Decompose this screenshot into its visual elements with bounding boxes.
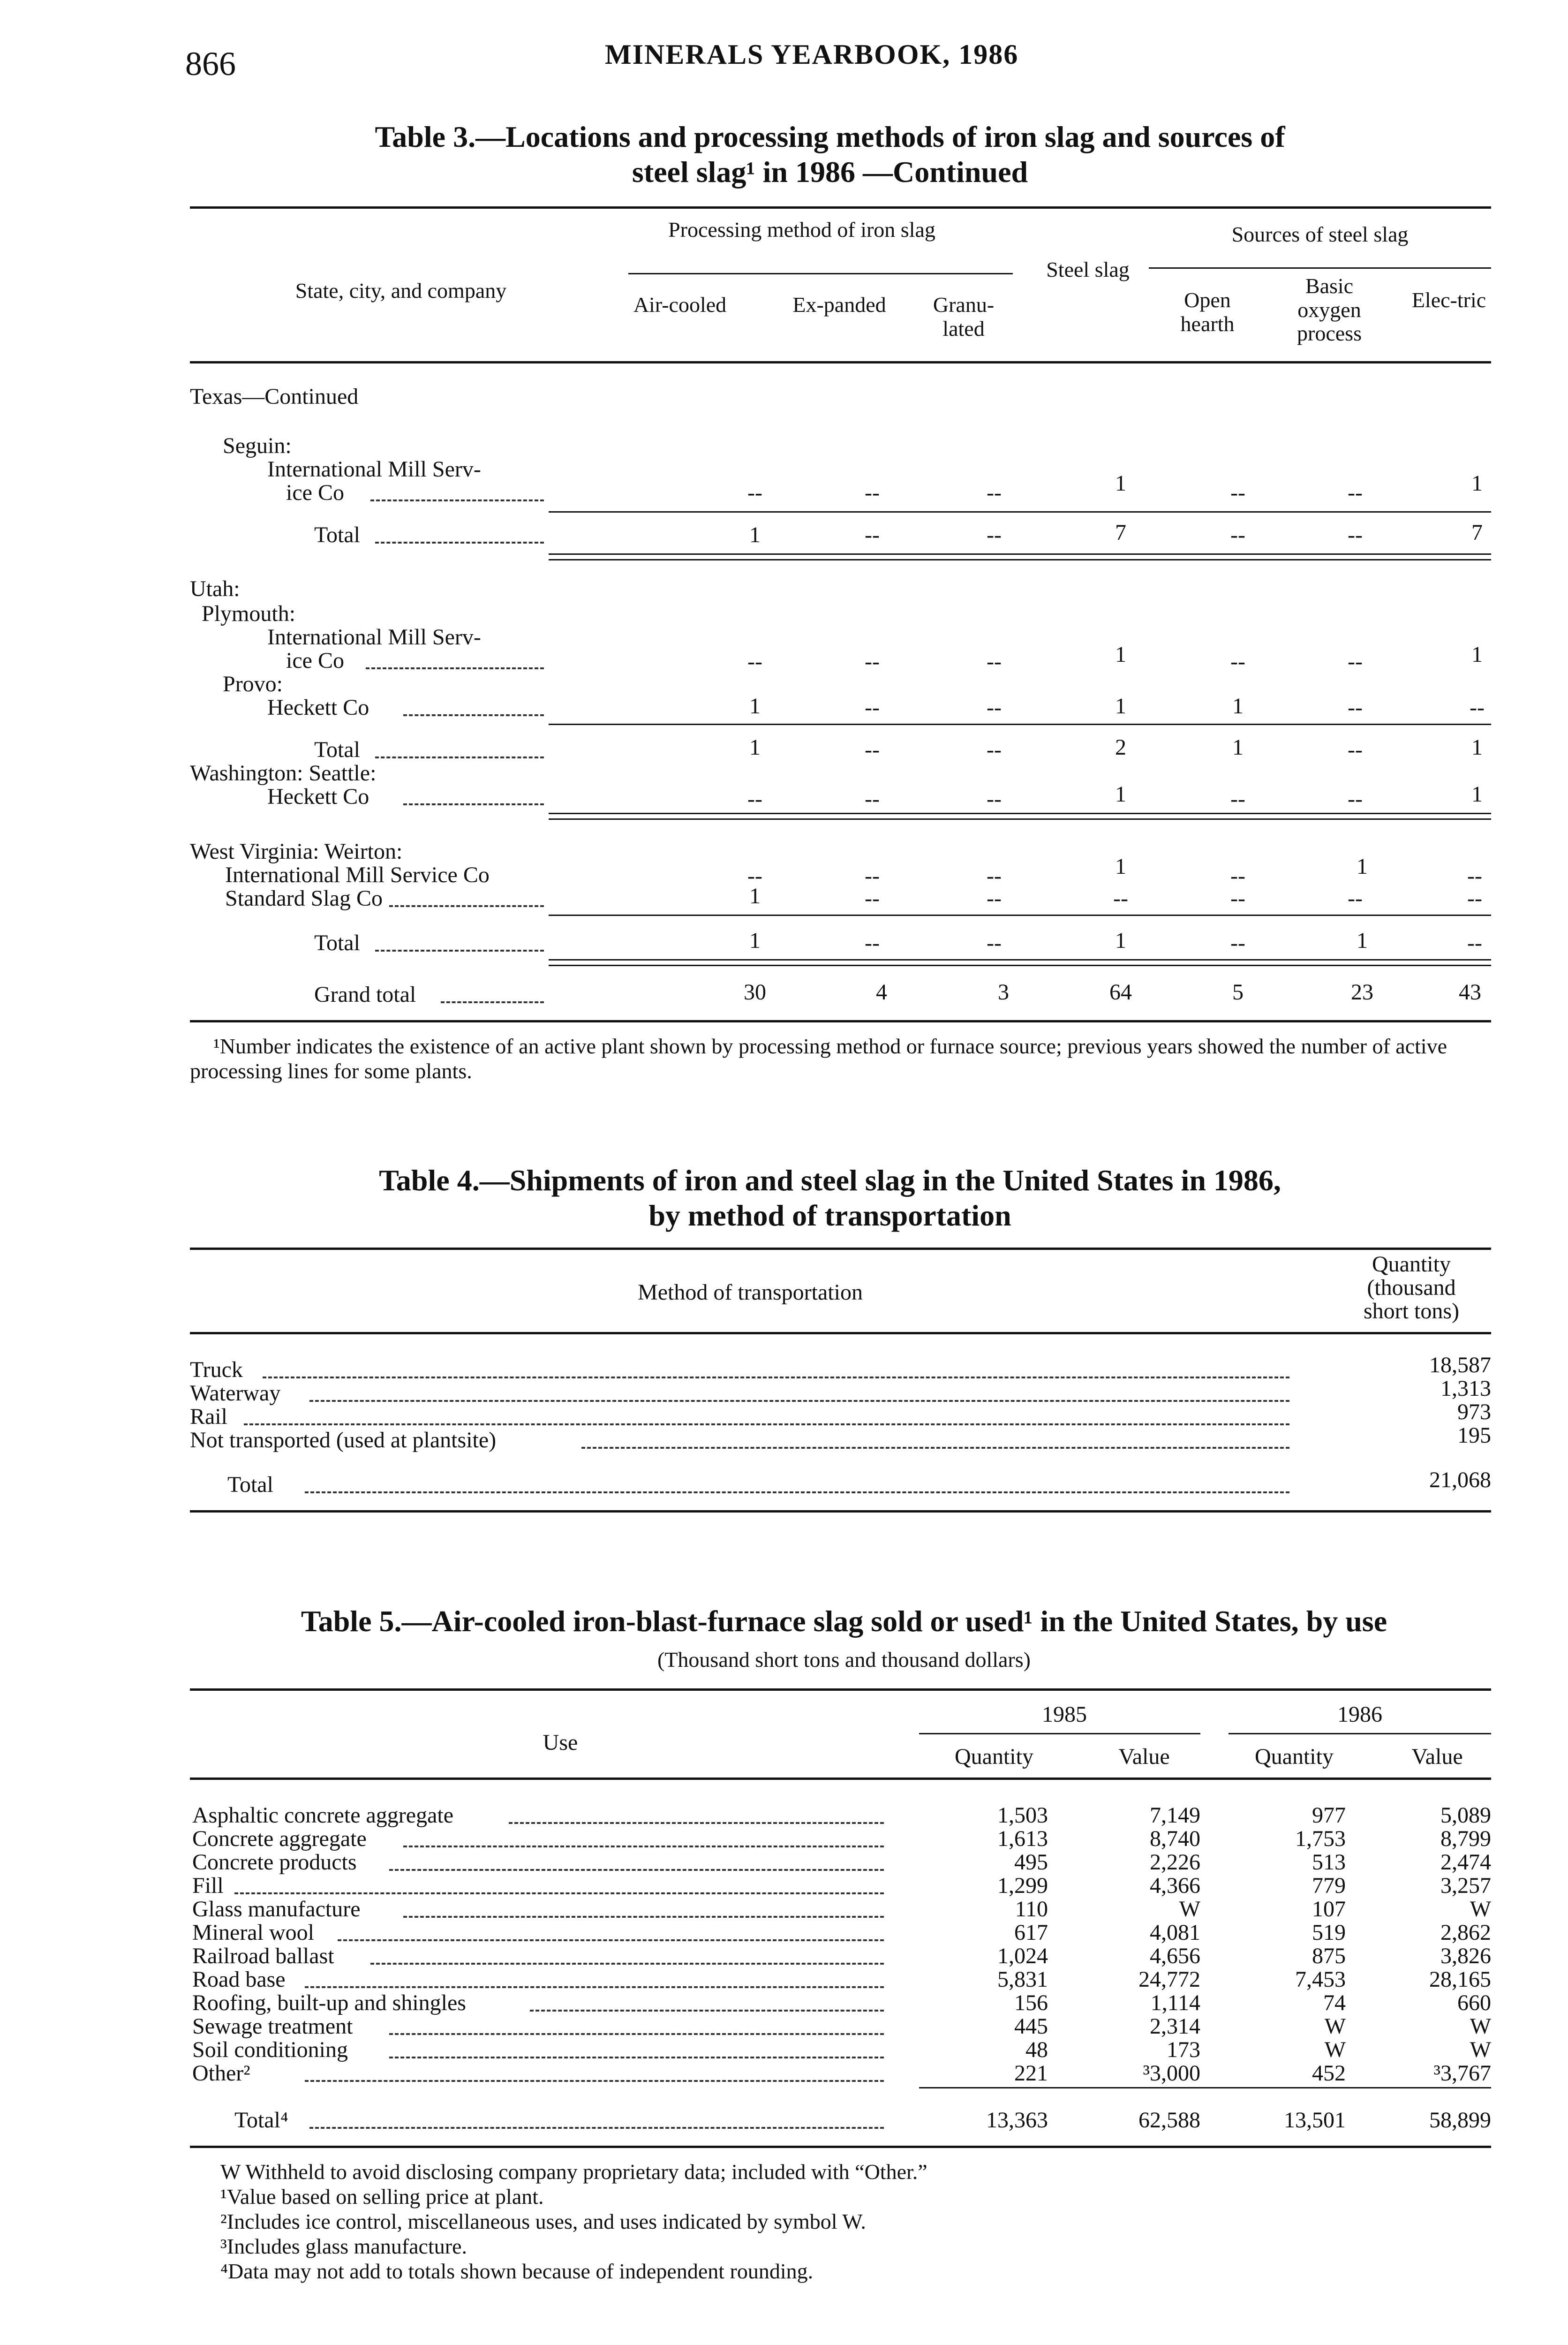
t3-cell: --	[1467, 930, 1482, 955]
subtotal-rule	[549, 511, 1491, 513]
t5-use: Sewage treatment	[192, 2014, 353, 2039]
table-5-total-rule	[919, 2087, 1491, 2088]
leader-dots	[509, 1822, 884, 1824]
t3-cell: --	[987, 480, 1002, 505]
t3-cell: 7	[1115, 520, 1126, 545]
t3-label: Provo:	[223, 672, 283, 696]
leader-dots	[530, 2010, 884, 2012]
t5-use: Roofing, built-up and shingles	[192, 1990, 466, 2015]
subtotal-rule	[549, 724, 1491, 725]
table-3-header-rule	[190, 361, 1491, 363]
t5-q86: 513	[1312, 1850, 1346, 1875]
leader-dots	[403, 803, 544, 805]
header-value-1986: Value	[1411, 1744, 1463, 1769]
t5-use: Total⁴	[234, 2108, 288, 2133]
total-rule-2	[549, 559, 1491, 560]
t3-cell: --	[1230, 522, 1245, 547]
t3-label: International Mill Service Co	[225, 862, 490, 887]
leader-dots	[309, 2127, 884, 2129]
header-state: State, city, and company	[295, 279, 507, 303]
t3-label: Utah:	[190, 576, 240, 601]
t3-cell: 1	[1471, 471, 1483, 496]
t3-cell: --	[987, 863, 1002, 888]
t5-v85: 1,114	[1150, 1990, 1200, 2015]
t3-cell: --	[1348, 480, 1363, 505]
t3-label: ice Co	[286, 480, 344, 505]
t5-v85: W	[1179, 1897, 1200, 1921]
leader-dots	[244, 1423, 1289, 1425]
t5-q85: 617	[1014, 1920, 1048, 1945]
t5-q85: 445	[1014, 2014, 1048, 2039]
t5-q86: 1,753	[1295, 1826, 1346, 1851]
t3-cell: 1	[1115, 782, 1126, 807]
t5-q85: 156	[1014, 1990, 1048, 2015]
t5-v86: 28,165	[1429, 1967, 1491, 1992]
t3-cell: --	[1348, 787, 1363, 811]
t3-label: Washington: Seattle:	[190, 761, 377, 786]
total-rule-1	[549, 553, 1491, 555]
t3-cell: --	[865, 695, 880, 720]
t5-row	[0, 2014, 1568, 2038]
t5-q85: 13,363	[986, 2108, 1048, 2133]
t3-label: Heckett Co	[267, 784, 369, 809]
header-processing-group: Processing method of iron slag	[668, 218, 935, 242]
t5-use: Railroad ballast	[192, 1944, 334, 1968]
t5-total-row	[0, 2108, 1568, 2132]
t3-cell: 1	[1357, 928, 1368, 953]
t5-v85: 2,314	[1150, 2014, 1200, 2039]
leader-dots	[375, 756, 544, 758]
leader-dots	[441, 1001, 544, 1003]
t3-cell: --	[865, 737, 880, 762]
t3-cell: 1	[1115, 642, 1126, 667]
t3-cell: --	[1230, 649, 1245, 674]
t5-row	[0, 1874, 1568, 1897]
t5-use: Mineral wool	[192, 1920, 314, 1945]
t3-cell: --	[987, 930, 1002, 955]
table-5-bottom-rule	[190, 2146, 1491, 2148]
t3-cell: 5	[1232, 980, 1244, 1005]
t5-row	[0, 1967, 1568, 1991]
header-method: Method of transportation	[638, 1280, 863, 1305]
header-value-1985: Value	[1118, 1744, 1170, 1769]
t3-cell: 1	[1115, 928, 1126, 953]
t5-row	[0, 1991, 1568, 2014]
total-rule-1	[549, 813, 1491, 814]
t5-row	[0, 2061, 1568, 2085]
t3-cell: --	[865, 886, 880, 911]
t3-label: Grand total	[314, 982, 416, 1007]
t5-v86: 3,826	[1440, 1944, 1491, 1968]
leader-dots	[305, 1986, 884, 1988]
header-sources-rule	[1149, 267, 1491, 269]
total-rule-2	[549, 818, 1491, 820]
t4-value: 1,313	[1440, 1376, 1491, 1401]
table-4-top-rule	[190, 1248, 1491, 1250]
t5-q86: 977	[1312, 1803, 1346, 1828]
table-5-subtitle: (Thousand short tons and thousand dollars)	[657, 1648, 1031, 1672]
t3-cell: 1	[749, 928, 761, 953]
header-quantity-line3: short tons)	[1364, 1299, 1459, 1324]
t5-v86: 58,899	[1429, 2108, 1491, 2133]
leader-dots	[338, 1939, 884, 1941]
table-3-title-line2: steel slag¹ in 1986 —Continued	[632, 155, 1028, 189]
t5-v86: 5,089	[1440, 1803, 1491, 1828]
leader-dots	[389, 905, 544, 907]
t3-label: International Mill Serv-	[267, 457, 481, 482]
t4-label: Total	[227, 1472, 273, 1497]
t3-label: Total	[314, 737, 360, 762]
t5-v86: 8,799	[1440, 1826, 1491, 1851]
t3-cell: --	[1467, 886, 1482, 911]
t3-label: West Virginia: Weirton:	[190, 839, 403, 864]
t3-cell: --	[747, 649, 762, 674]
t5-row	[0, 1827, 1568, 1850]
table-3-title-line1: Table 3.—Locations and processing methods of iron slag and sources of	[375, 120, 1285, 153]
t5-q85: 495	[1014, 1850, 1048, 1875]
t5-v85: 24,772	[1138, 1967, 1200, 1992]
t3-cell: 4	[876, 980, 887, 1005]
subtotal-rule	[549, 915, 1491, 916]
header-quantity-1985: Quantity	[955, 1744, 1033, 1769]
t3-cell: --	[987, 649, 1002, 674]
t5-q85: 48	[1025, 2037, 1048, 2062]
t3-label: Standard Slag Co	[225, 886, 383, 911]
t5-q85: 110	[1015, 1897, 1048, 1921]
table-3-footnote: ¹Number indicates the existence of an active plant shown by processing method or furnace source; previous years showed the number of active processing lines for some plants.	[190, 1034, 1447, 1083]
header-1985-rule	[919, 1733, 1200, 1734]
t3-label: Total	[314, 522, 360, 547]
t5-q86: 779	[1312, 1873, 1346, 1898]
t5-q86: 107	[1312, 1897, 1346, 1921]
t3-cell: --	[1470, 695, 1485, 720]
t5-use: Fill	[192, 1873, 224, 1898]
t3-cell: --	[987, 737, 1002, 762]
t5-row	[0, 1803, 1568, 1827]
t5-v85: 4,081	[1150, 1920, 1200, 1945]
t3-cell: --	[865, 480, 880, 505]
t5-row	[0, 2038, 1568, 2061]
t3-label: Seguin:	[223, 433, 292, 458]
header-quantity-1986: Quantity	[1255, 1744, 1334, 1769]
t3-cell: --	[1348, 886, 1363, 911]
t5-q86: W	[1324, 2037, 1346, 2062]
t5-v85: 4,366	[1150, 1873, 1200, 1898]
t3-cell: 1	[749, 735, 761, 760]
t5-q86: 452	[1312, 2061, 1346, 2086]
t5-v85: 62,588	[1138, 2108, 1200, 2133]
t3-cell: 1	[1232, 694, 1244, 719]
t3-cell: 1	[749, 694, 761, 719]
header-granulated: Granu-lated	[933, 293, 995, 340]
header-open-hearth: Open hearth	[1180, 288, 1235, 336]
t5-use: Glass manufacture	[192, 1897, 361, 1921]
t4-value: 21,068	[1429, 1468, 1491, 1492]
t5-v85: 2,226	[1150, 1850, 1200, 1875]
t3-cell: 1	[1115, 854, 1126, 879]
t3-cell: 23	[1351, 980, 1373, 1005]
t5-q85: 1,024	[997, 1944, 1048, 1968]
t5-use: Concrete aggregate	[192, 1826, 367, 1851]
t3-cell: --	[747, 480, 762, 505]
t5-v86: 3,257	[1440, 1873, 1491, 1898]
t3-cell: 7	[1471, 520, 1483, 545]
t3-label: Plymouth:	[202, 601, 296, 626]
t5-v85: 4,656	[1150, 1944, 1200, 1968]
header-air-cooled: Air-cooled	[633, 293, 727, 317]
table-5-note: ³Includes glass manufacture.	[220, 2234, 467, 2258]
total-rule-1	[549, 959, 1491, 961]
t5-q86: 875	[1312, 1944, 1346, 1968]
t5-q86: 74	[1323, 1990, 1346, 2015]
t3-cell: --	[987, 695, 1002, 720]
t3-label: ice Co	[286, 648, 344, 673]
header-1986-rule	[1229, 1733, 1491, 1734]
t3-cell: --	[987, 787, 1002, 811]
t5-v85: 7,149	[1150, 1803, 1200, 1828]
t5-q86: W	[1324, 2014, 1346, 2039]
t5-use: Other²	[192, 2061, 250, 2086]
leader-dots	[375, 950, 544, 952]
t3-cell: 64	[1109, 980, 1132, 1005]
leader-dots	[234, 1892, 884, 1894]
t5-use: Asphaltic concrete aggregate	[192, 1803, 454, 1828]
t3-cell: --	[747, 787, 762, 811]
t5-v86: W	[1470, 1897, 1491, 1921]
t3-cell: 1	[1471, 735, 1483, 760]
header-sources-group: Sources of steel slag	[1231, 222, 1409, 246]
t3-cell: --	[865, 930, 880, 955]
t5-v86: 2,862	[1440, 1920, 1491, 1945]
t3-cell: 1	[749, 522, 761, 547]
t4-value: 973	[1457, 1399, 1491, 1424]
header-processing-rule	[628, 273, 1013, 274]
t3-label: Total	[314, 930, 360, 955]
leader-dots	[370, 1963, 884, 1965]
t4-value: 195	[1457, 1423, 1491, 1448]
total-rule-2	[549, 965, 1491, 966]
t5-v86: ³3,767	[1433, 2061, 1491, 2086]
table-4-header-rule	[190, 1332, 1491, 1334]
table-4-bottom-rule	[190, 1510, 1491, 1513]
t5-row	[0, 1921, 1568, 1944]
leader-dots	[305, 2080, 884, 2082]
t3-cell: --	[747, 863, 762, 888]
leader-dots	[581, 1447, 1289, 1449]
leader-dots	[403, 1916, 884, 1918]
t3-cell: 1	[1115, 694, 1126, 719]
t3-cell: --	[1230, 480, 1245, 505]
t5-use: Concrete products	[192, 1850, 357, 1875]
t3-cell: --	[865, 649, 880, 674]
t3-cell: --	[1348, 695, 1363, 720]
header-quantity-line2: (thousand	[1367, 1275, 1456, 1300]
t3-cell: --	[987, 522, 1002, 547]
t3-cell: --	[987, 886, 1002, 911]
t4-label: Waterway	[190, 1381, 281, 1406]
t3-cell: 2	[1115, 735, 1126, 760]
t3-label: International Mill Serv-	[267, 625, 481, 650]
t3-cell: 1	[1115, 471, 1126, 496]
t5-q86: 7,453	[1295, 1967, 1346, 1992]
leader-dots	[403, 1846, 884, 1847]
t5-use: Road base	[192, 1967, 286, 1992]
t4-label: Rail	[190, 1404, 227, 1429]
t5-row	[0, 1944, 1568, 1967]
t3-cell: --	[1467, 863, 1482, 888]
t5-q86: 13,501	[1284, 2108, 1346, 2133]
table-3-bottom-rule	[190, 1020, 1491, 1022]
header-basic-oxygen: Basic oxygen process	[1297, 274, 1362, 346]
running-title: MINERALS YEARBOOK, 1986	[605, 39, 1019, 70]
t5-v85: ³3,000	[1143, 2061, 1200, 2086]
t3-cell: --	[1348, 522, 1363, 547]
header-steel-slag: Steel slag	[1046, 257, 1130, 281]
t3-cell: --	[1113, 886, 1128, 911]
table-5-note: ⁴Data may not add to totals shown because of independent rounding.	[220, 2259, 814, 2283]
leader-dots	[309, 1400, 1289, 1402]
header-1985: 1985	[1042, 1702, 1087, 1727]
t3-cell: --	[1348, 737, 1363, 762]
header-1986: 1986	[1337, 1702, 1382, 1727]
t3-cell: --	[1348, 649, 1363, 674]
t5-q85: 1,613	[997, 1826, 1048, 1851]
t3-cell: --	[865, 787, 880, 811]
t5-v86: W	[1470, 2014, 1491, 2039]
leader-dots	[389, 2033, 884, 2035]
t5-q85: 1,299	[997, 1873, 1048, 1898]
t5-v86: 2,474	[1440, 1850, 1491, 1875]
header-use: Use	[543, 1730, 578, 1755]
t5-v85: 173	[1167, 2037, 1200, 2062]
t3-label: Texas—Continued	[190, 384, 359, 409]
t3-cell: 1	[1357, 854, 1368, 879]
leader-dots	[375, 542, 544, 544]
table-5-header-rule	[190, 1778, 1491, 1780]
t3-cell: --	[1230, 930, 1245, 955]
t4-label: Not transported (used at plantsite)	[190, 1428, 497, 1452]
leader-dots	[263, 1377, 1289, 1378]
t5-q86: 519	[1312, 1920, 1346, 1945]
t3-label: Heckett Co	[267, 695, 369, 720]
leader-dots	[389, 2057, 884, 2058]
leader-dots	[305, 1491, 1289, 1493]
t5-q85: 1,503	[997, 1803, 1048, 1828]
t3-cell: --	[1230, 863, 1245, 888]
table-5-note: ¹Value based on selling price at plant.	[220, 2185, 544, 2209]
t5-v86: W	[1470, 2037, 1491, 2062]
t5-row	[0, 1897, 1568, 1921]
t5-v85: 8,740	[1150, 1826, 1200, 1851]
leader-dots	[389, 1869, 884, 1871]
page-number: 866	[185, 45, 236, 83]
leader-dots	[366, 667, 544, 669]
t4-value: 18,587	[1429, 1353, 1491, 1377]
t3-cell: --	[1230, 787, 1245, 811]
table-5-title: Table 5.—Air-cooled iron-blast-furnace slag sold or used¹ in the United States, by use	[301, 1604, 1387, 1638]
t3-cell: --	[865, 522, 880, 547]
header-electric: Elec-tric	[1411, 288, 1486, 312]
t5-row	[0, 1850, 1568, 1874]
t3-cell: 43	[1459, 980, 1481, 1005]
t3-cell: 1	[749, 884, 761, 908]
leader-dots	[403, 714, 544, 716]
table-5-note: ²Includes ice control, miscellaneous uses, and uses indicated by symbol W.	[220, 2209, 866, 2233]
header-quantity-line1: Quantity	[1372, 1252, 1451, 1277]
table-4-title-line2: by method of transportation	[648, 1199, 1011, 1232]
t3-cell: 30	[744, 980, 766, 1005]
t5-q85: 5,831	[997, 1967, 1048, 1992]
t5-v86: 660	[1457, 1990, 1491, 2015]
table-4-title-line1: Table 4.—Shipments of iron and steel slag in the United States in 1986,	[379, 1164, 1281, 1197]
t3-cell: --	[865, 863, 880, 888]
table-5-note: W Withheld to avoid disclosing company proprietary data; included with “Other.”	[220, 2160, 927, 2184]
t5-q85: 221	[1014, 2061, 1048, 2086]
t3-cell: 1	[1232, 735, 1244, 760]
t4-label: Truck	[190, 1357, 243, 1382]
t3-cell: --	[1230, 886, 1245, 911]
t3-cell: 1	[1471, 782, 1483, 807]
header-expanded: Ex-panded	[792, 293, 886, 317]
t5-use: Soil conditioning	[192, 2037, 348, 2062]
leader-dots	[370, 499, 544, 501]
table-5-top-rule	[190, 1688, 1491, 1691]
t3-cell: 3	[998, 980, 1009, 1005]
table-3-top-rule	[190, 206, 1491, 209]
t3-cell: 1	[1471, 642, 1483, 667]
